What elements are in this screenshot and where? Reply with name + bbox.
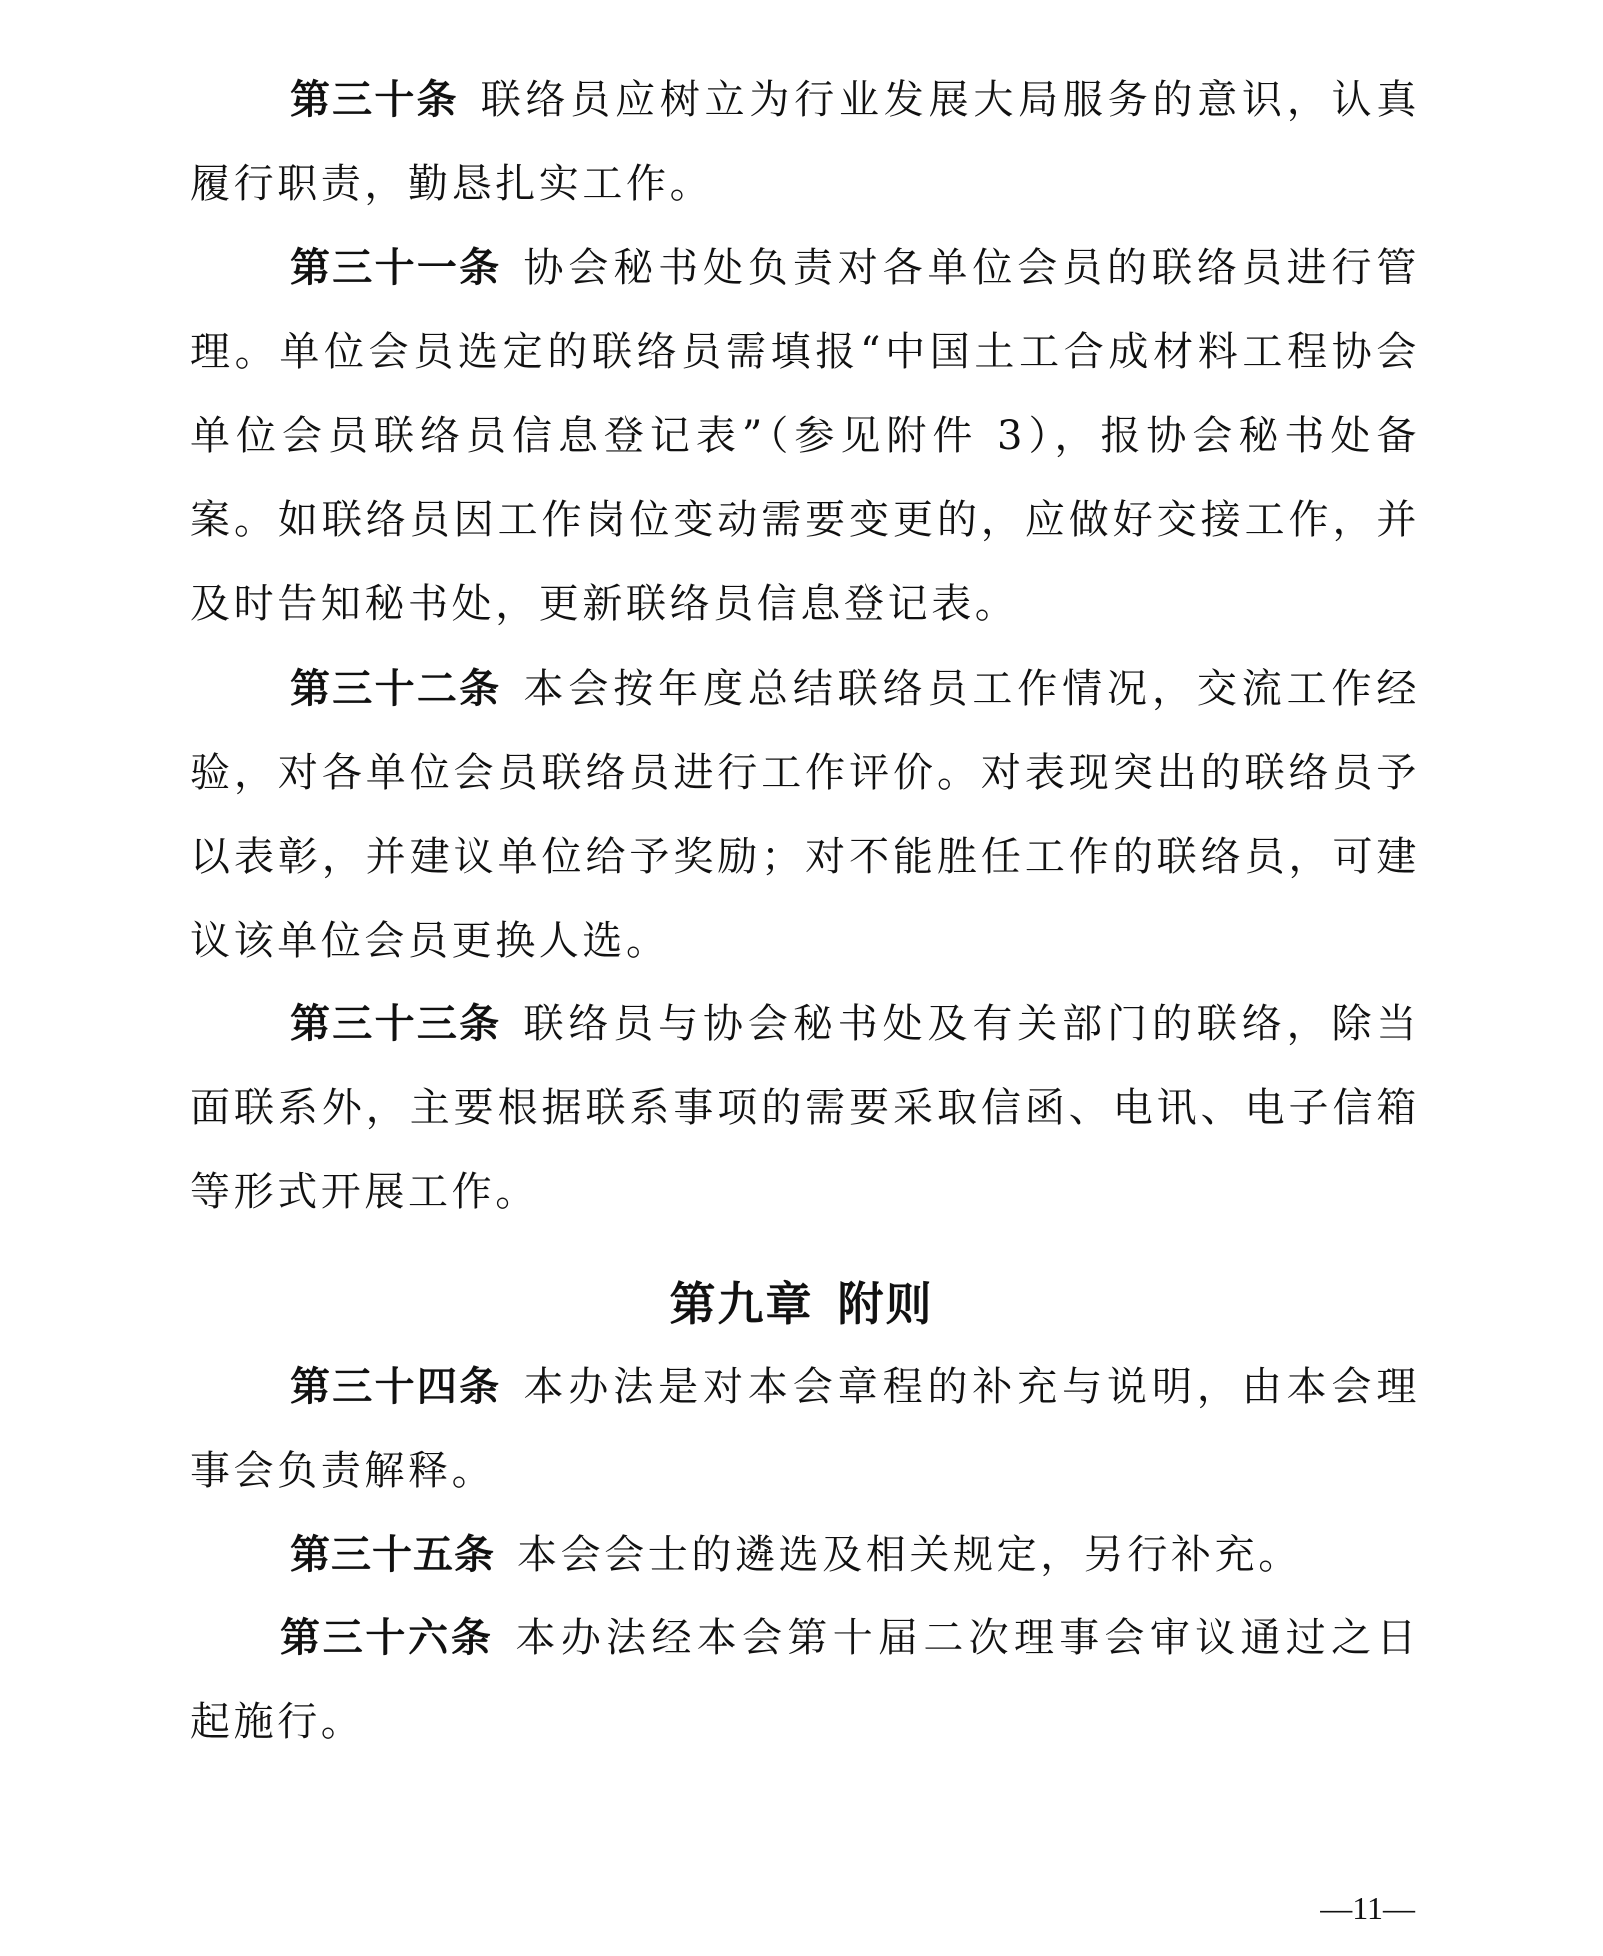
article-text: 联络员应树立为行业发展大局服务的意识，认真履行职责，勤恳扎实工作。 <box>190 77 1420 207</box>
article-number: 第三十五条 <box>290 1532 495 1578</box>
article-number: 第三十四条 <box>290 1364 502 1410</box>
article-35 <box>190 1513 1420 1597</box>
article-number: 第三十条 <box>290 77 459 123</box>
article-text: 联络员与协会秘书处及有关部门的联络，除当面联系外，主要根据联系事项的需要采取信函、电讯、电子信箱等形式开展工作。 <box>190 1001 1421 1215</box>
article-number: 第三十二条 <box>290 666 502 712</box>
chapter-heading <box>0 1268 1603 1334</box>
article-31 <box>190 226 1420 646</box>
article-text: 协会秘书处负责对各单位会员的联络员进行管理。单位会员选定的联络员需填报“中国土工合成材料工程协会单位会员联络员信息登记表”（参见附件 3），报协会秘书处备案。如联络员因工作岗位变动需要变更的，应做好交接工作，并及时告知秘书处，更新联络员信息登记表。 <box>190 245 1421 627</box>
article-33 <box>190 982 1420 1234</box>
article-text: 本会会士的遴选及相关规定，另行补充。 <box>517 1532 1302 1578</box>
article-number: 第三十一条 <box>290 245 502 291</box>
page-number: —11— <box>1320 1890 1415 1926</box>
article-text: 本办法是对本会章程的补充与说明，由本会理事会负责解释。 <box>190 1364 1421 1494</box>
article-number: 第三十三条 <box>290 1001 502 1047</box>
article-30 <box>190 58 1420 226</box>
article-text: 本办法经本会第十届二次理事会审议通过之日起施行。 <box>190 1615 1421 1745</box>
chapter-number: 第九章 <box>669 1277 814 1331</box>
article-32 <box>190 647 1420 983</box>
article-number: 第三十六条 <box>280 1615 494 1661</box>
article-36 <box>190 1596 1420 1764</box>
article-text: 本会按年度总结联络员工作情况，交流工作经验，对各单位会员联络员进行工作评价。对表现突出的联络员予以表彰，并建议单位给予奖励；对不能胜任工作的联络员，可建议该单位会员更换人选。 <box>190 666 1421 964</box>
chapter-title: 附则 <box>837 1277 934 1331</box>
article-34 <box>190 1345 1420 1513</box>
